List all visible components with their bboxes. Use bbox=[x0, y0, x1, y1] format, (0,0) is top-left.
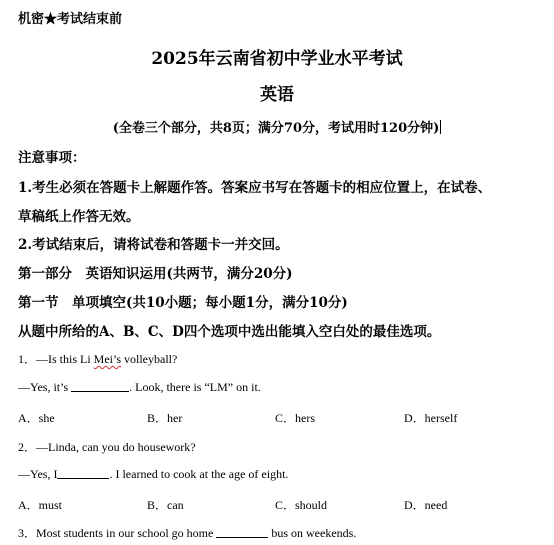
subject-title: 英语 bbox=[260, 85, 294, 105]
question-1-response bbox=[18, 380, 261, 395]
q2-option-a: A．must bbox=[18, 498, 63, 512]
text-cursor bbox=[440, 120, 441, 134]
q1-option-c: C．hers bbox=[275, 411, 315, 425]
exam-info-text: (全卷三个部分，共8页；满分70分，考试用时120分钟) bbox=[112, 121, 440, 136]
question-3-prompt bbox=[18, 524, 356, 541]
q1-text: 1．—Is this Li bbox=[18, 352, 94, 366]
q3-text: 3．Most students in our school go home bbox=[18, 526, 217, 540]
q2-response-end: . I learned to cook at the age of eight. bbox=[109, 467, 289, 481]
q1-option-b: B．her bbox=[147, 411, 183, 425]
confidential-mark: 机密★考试结束前 bbox=[18, 12, 123, 27]
q1-option-d: D．herself bbox=[404, 411, 458, 425]
q3-text-end: bus on weekends. bbox=[268, 526, 357, 540]
q1-option-a: A．she bbox=[18, 411, 55, 425]
answer-blank bbox=[71, 380, 129, 392]
q2-option-c: C．should bbox=[275, 498, 328, 512]
answer-blank bbox=[57, 467, 109, 479]
q2-response-text: —Yes, I bbox=[18, 467, 58, 481]
q1-response-end: . Look, there is “LM” on it. bbox=[129, 380, 261, 394]
instruction: 从题中所给的A、B、C、D四个选项中选出能填入空白处的最佳选项。 bbox=[18, 324, 441, 340]
q2-option-b: B．can bbox=[147, 498, 184, 512]
notice-item-1: 1.考生必须在答题卡上解题作答。答案应书写在答题卡的相应位置上，在试卷、 bbox=[18, 180, 492, 196]
q1-text-end: volleyball? bbox=[121, 352, 178, 366]
question-2-prompt: 2．—Linda, can you do housework? bbox=[18, 440, 196, 454]
q2-option-d: D．need bbox=[404, 498, 448, 512]
notice-heading: 注意事项： bbox=[18, 150, 86, 166]
exam-info bbox=[0, 117, 554, 136]
question-2-response bbox=[18, 467, 288, 482]
notice-item-2: 2.考试结束后，请将试卷和答题卡一并交回。 bbox=[18, 237, 289, 253]
question-1-prompt bbox=[18, 350, 177, 367]
q1-spellcheck-word: Mei’s bbox=[93, 352, 122, 366]
notice-item-1-cont: 草稿纸上作答无效。 bbox=[18, 209, 140, 225]
section-heading: 第一节 单项填空(共10小题；每小题1分，满分10分) bbox=[18, 295, 348, 311]
answer-blank bbox=[216, 526, 268, 538]
q1-response-text: —Yes, it’s bbox=[18, 380, 72, 394]
exam-title: 2025年云南省初中学业水平考试 bbox=[151, 49, 403, 69]
part-heading: 第一部分 英语知识运用(共两节，满分20分) bbox=[18, 266, 293, 282]
